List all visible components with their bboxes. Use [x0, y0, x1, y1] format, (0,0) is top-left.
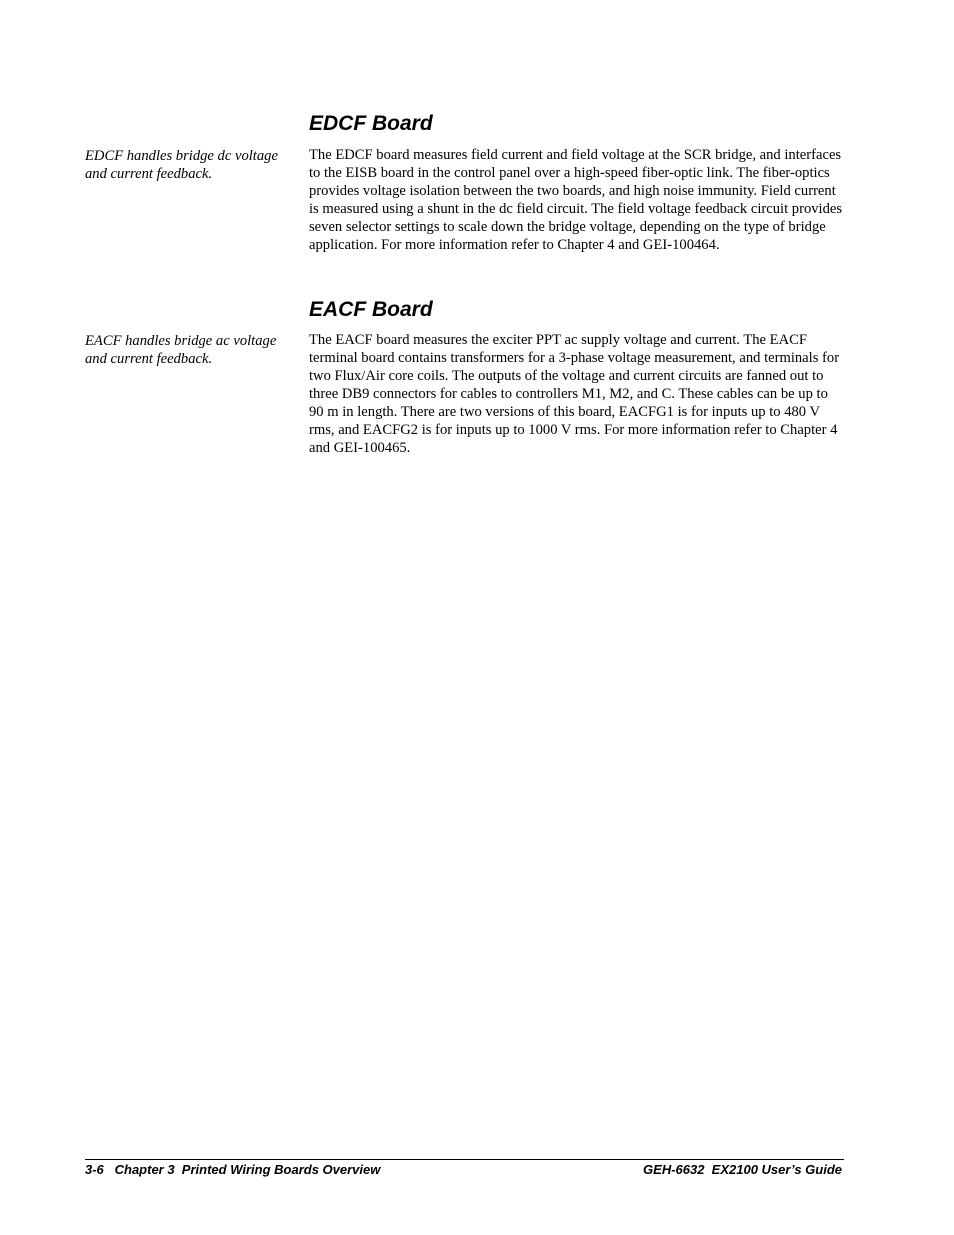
edcf-margin-note: EDCF handles bridge dc voltage and current feedback. [85, 148, 278, 182]
eacf-margin-note: EACF handles bridge ac voltage and current feedback. [85, 333, 277, 367]
eacf-heading: EACF Board [309, 298, 433, 321]
edcf-body-text: The EDCF board measures field current and field voltage at the SCR bridge, and interfaces to the EISB board in the control panel over a high-speed fiber-optic link. The fiber-optics provides voltage isolation between the two boards, and high noise immunity. Field current is measured using a shunt in the dc field circuit. The field voltage feedback circuit provides seven selector settings to scale down the bridge voltage, depending on the type of bridge application. For more information refer to Chapter 4 and GEI-100464. [309, 147, 843, 253]
footer-chapter-label: 3-6 Chapter 3 Printed Wiring Boards Overview [85, 1162, 381, 1177]
edcf-heading: EDCF Board [309, 112, 433, 135]
footer-guide-title: GEH-6632 EX2100 User’s Guide [643, 1162, 842, 1177]
footer-divider [85, 1159, 844, 1160]
eacf-body-text: The EACF board measures the exciter PPT ac supply voltage and current. The EACF terminal board contains transformers for a 3-phase voltage measurement, and terminals for two Flux/Air core coils. The outputs of the voltage and current circuits are fanned out to three DB9 connectors for cables to controllers M1, M2, and C. These cables can be up to 90 m in length. There are two versions of this board, EACFG1 is for inputs up to 480 V rms, and EACFG2 is for inputs up to 1000 V rms. For more information refer to Chapter 4 and GEI-100465. [309, 332, 840, 456]
